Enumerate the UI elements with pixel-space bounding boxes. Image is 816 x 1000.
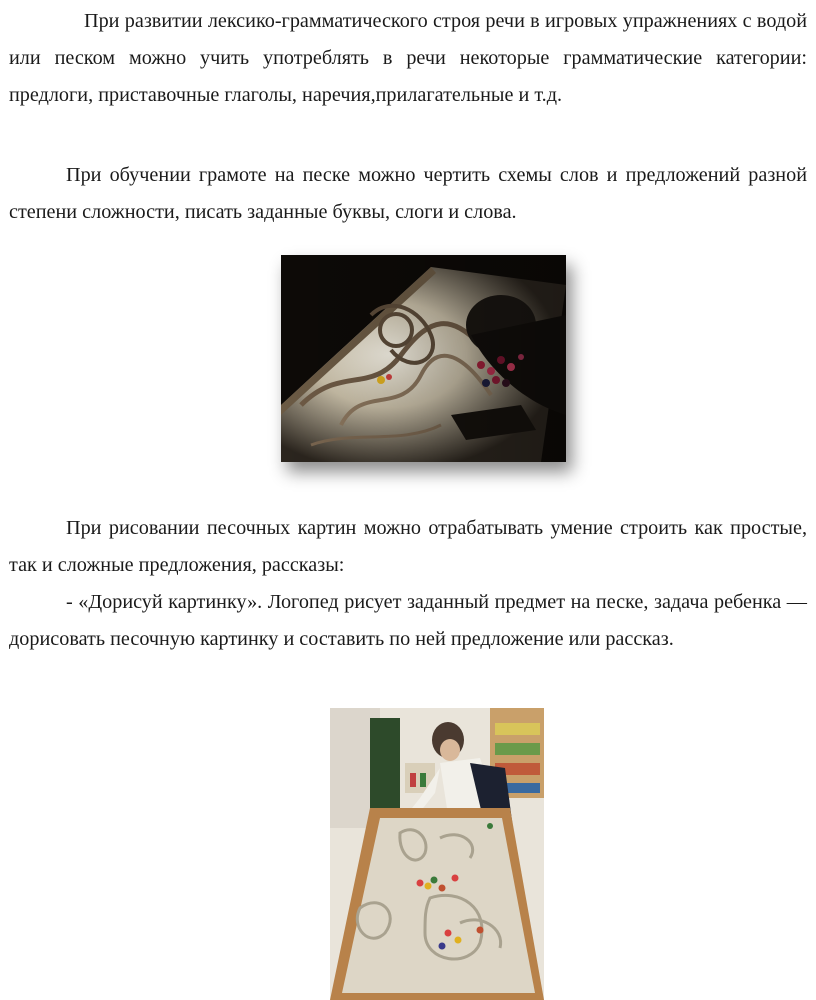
paragraph-sand-pictures: При рисовании песочных картин можно отрабатывать умение строить как простые, так и сложные предложения, рассказы: [9,517,807,576]
paragraph-literacy-training: При обучении грамоте на песке можно чертить схемы слов и предложений разной степени сложности, писать заданные буквы, слоги и слова. [9,164,807,223]
photo-light-sand-table [281,255,566,462]
paragraph-lexical-grammar: При развитии лексико-грамматического строя речи в игровых упражнениях с водой или песком можно учить употреблять в речи некоторые грамматические категории: предлоги, приставочные глаголы, наречия,прилагательные и т.д. [9,10,807,106]
paragraph-draw-picture-game: - «Дорисуй картинку». Логопед рисует заданный предмет на песке, задача ребенка — дорисовать песочную картинку и составить по ней предложение или рассказ. [9,591,807,650]
photo-child-sand-table [330,708,544,1000]
